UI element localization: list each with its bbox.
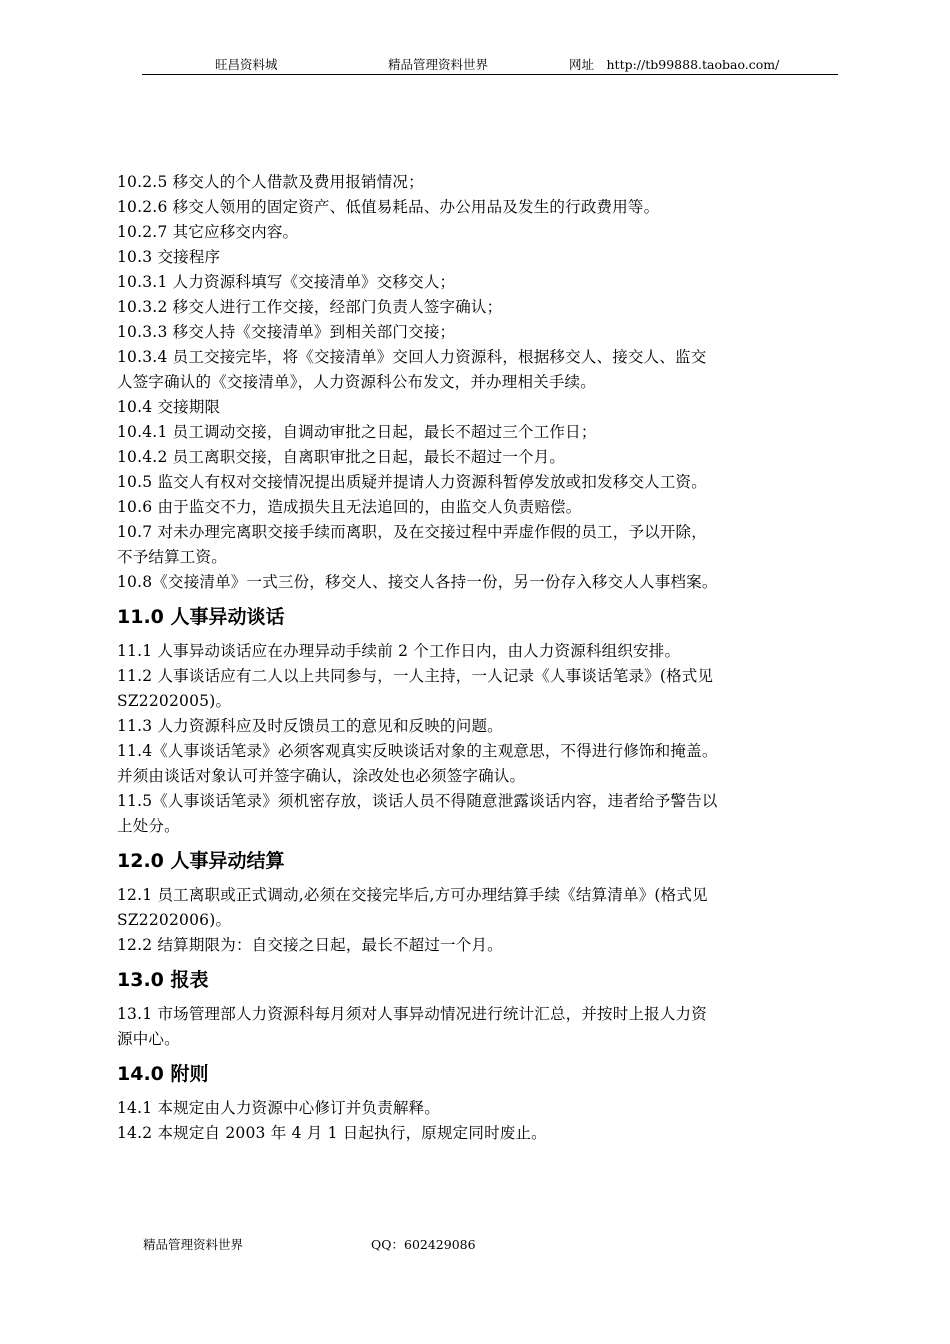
- paragraph-line: 上处分。: [117, 817, 180, 835]
- paragraph-line: SZ2202006)。: [117, 911, 232, 929]
- paragraph-line: 10.7 对未办理完离职交接手续而离职，及在交接过程中弄虚作假的员工，予以开除，: [117, 523, 707, 541]
- paragraph-line: 并须由谈话对象认可并签字确认，涂改处也必须签字确认。: [117, 767, 526, 785]
- paragraph-line: 10.8《交接清单》一式三份，移交人、接交人各持一份，另一份存入移交人人事档案。: [117, 573, 718, 591]
- section-14: [117, 1096, 842, 1146]
- paragraph-line: 10.2.7 其它应移交内容。: [117, 223, 299, 241]
- paragraph-line: 13.1 市场管理部人力资源科每月须对人事异动情况进行统计汇总，并按时上报人力资: [117, 1005, 707, 1023]
- paragraph-line: 11.5《人事谈话笔录》须机密存放，谈话人员不得随意泄露谈话内容，违者给予警告以: [117, 792, 718, 810]
- paragraph-line: 不予结算工资。: [117, 548, 227, 566]
- header-url: 网址 http://tb99888.taobao.com/: [569, 57, 780, 72]
- header-site-name: 旺昌资料城: [215, 57, 278, 72]
- paragraph-line: 10.3.3 移交人持《交接清单》到相关部门交接；: [117, 323, 456, 341]
- footer-slogan: 精品管理资料世界: [143, 1237, 244, 1252]
- paragraph-line: 人签字确认的《交接清单》，人力资源科公布发文，并办理相关手续。: [117, 373, 596, 391]
- paragraph-line: 10.5 监交人有权对交接情况提出质疑并提请人力资源科暂停发放或扣发移交人工资。: [117, 473, 707, 491]
- paragraph-line: 10.4.2 员工离职交接，自离职审批之日起，最长不超过一个月。: [117, 448, 566, 466]
- paragraph-line: 12.2 结算期限为：自交接之日起，最长不超过一个月。: [117, 936, 503, 954]
- paragraph-line: 10.3.4 员工交接完毕，将《交接清单》交回人力资源科，根据移交人、接交人、监交: [117, 348, 707, 366]
- footer-qq: QQ：602429086: [371, 1237, 476, 1252]
- paragraph-line: 10.3 交接程序: [117, 248, 221, 266]
- document-body: [117, 170, 842, 1146]
- paragraph-line: 源中心。: [117, 1030, 180, 1048]
- section-11: [117, 639, 842, 839]
- section-10-continued: [117, 170, 842, 595]
- paragraph-line: 11.4《人事谈话笔录》必须客观真实反映谈话对象的主观意思，不得进行修饰和掩盖。: [117, 742, 718, 760]
- paragraph-line: 10.2.6 移交人领用的固定资产、低值易耗品、办公用品及发生的行政费用等。: [117, 198, 660, 216]
- section-13: [117, 1002, 842, 1052]
- paragraph-line: 14.1 本规定由人力资源中心修订并负责解释。: [117, 1099, 441, 1117]
- paragraph-line: 10.4 交接期限: [117, 398, 221, 416]
- paragraph-line: 14.2 本规定自 2003 年 4 月 1 日起执行，原规定同时废止。: [117, 1124, 547, 1142]
- paragraph-line: 10.2.5 移交人的个人借款及费用报销情况；: [117, 173, 424, 191]
- paragraph-line: 10.4.1 员工调动交接，自调动审批之日起，最长不超过三个工作日；: [117, 423, 597, 441]
- paragraph-line: 10.6 由于监交不力，造成损失且无法追回的，由监交人负责赔偿。: [117, 498, 582, 516]
- paragraph-line: 10.3.1 人力资源科填写《交接清单》交移交人；: [117, 273, 456, 291]
- paragraph-line: SZ2202005)。: [117, 692, 232, 710]
- paragraph-line: 11.1 人事异动谈话应在办理异动手续前 2 个工作日内，由人力资源科组织安排。: [117, 642, 681, 660]
- section-heading-14: 14.0 附则: [117, 1063, 209, 1085]
- section-heading-12: 12.0 人事异动结算: [117, 850, 285, 872]
- paragraph-line: 10.3.2 移交人进行工作交接，经部门负责人签字确认；: [117, 298, 503, 316]
- section-heading-11: 11.0 人事异动谈话: [117, 606, 285, 628]
- section-12: [117, 883, 842, 958]
- paragraph-line: 11.2 人事谈话应有二人以上共同参与，一人主持，一人记录《人事谈话笔录》(格式见: [117, 667, 714, 685]
- paragraph-line: 11.3 人力资源科应及时反馈员工的意见和反映的问题。: [117, 717, 503, 735]
- page-header: [142, 52, 838, 75]
- header-slogan: 精品管理资料世界: [388, 57, 489, 72]
- section-heading-13: 13.0 报表: [117, 969, 209, 991]
- paragraph-line: 12.1 员工离职或正式调动,必须在交接完毕后,方可办理结算手续《结算清单》(格式见: [117, 886, 708, 904]
